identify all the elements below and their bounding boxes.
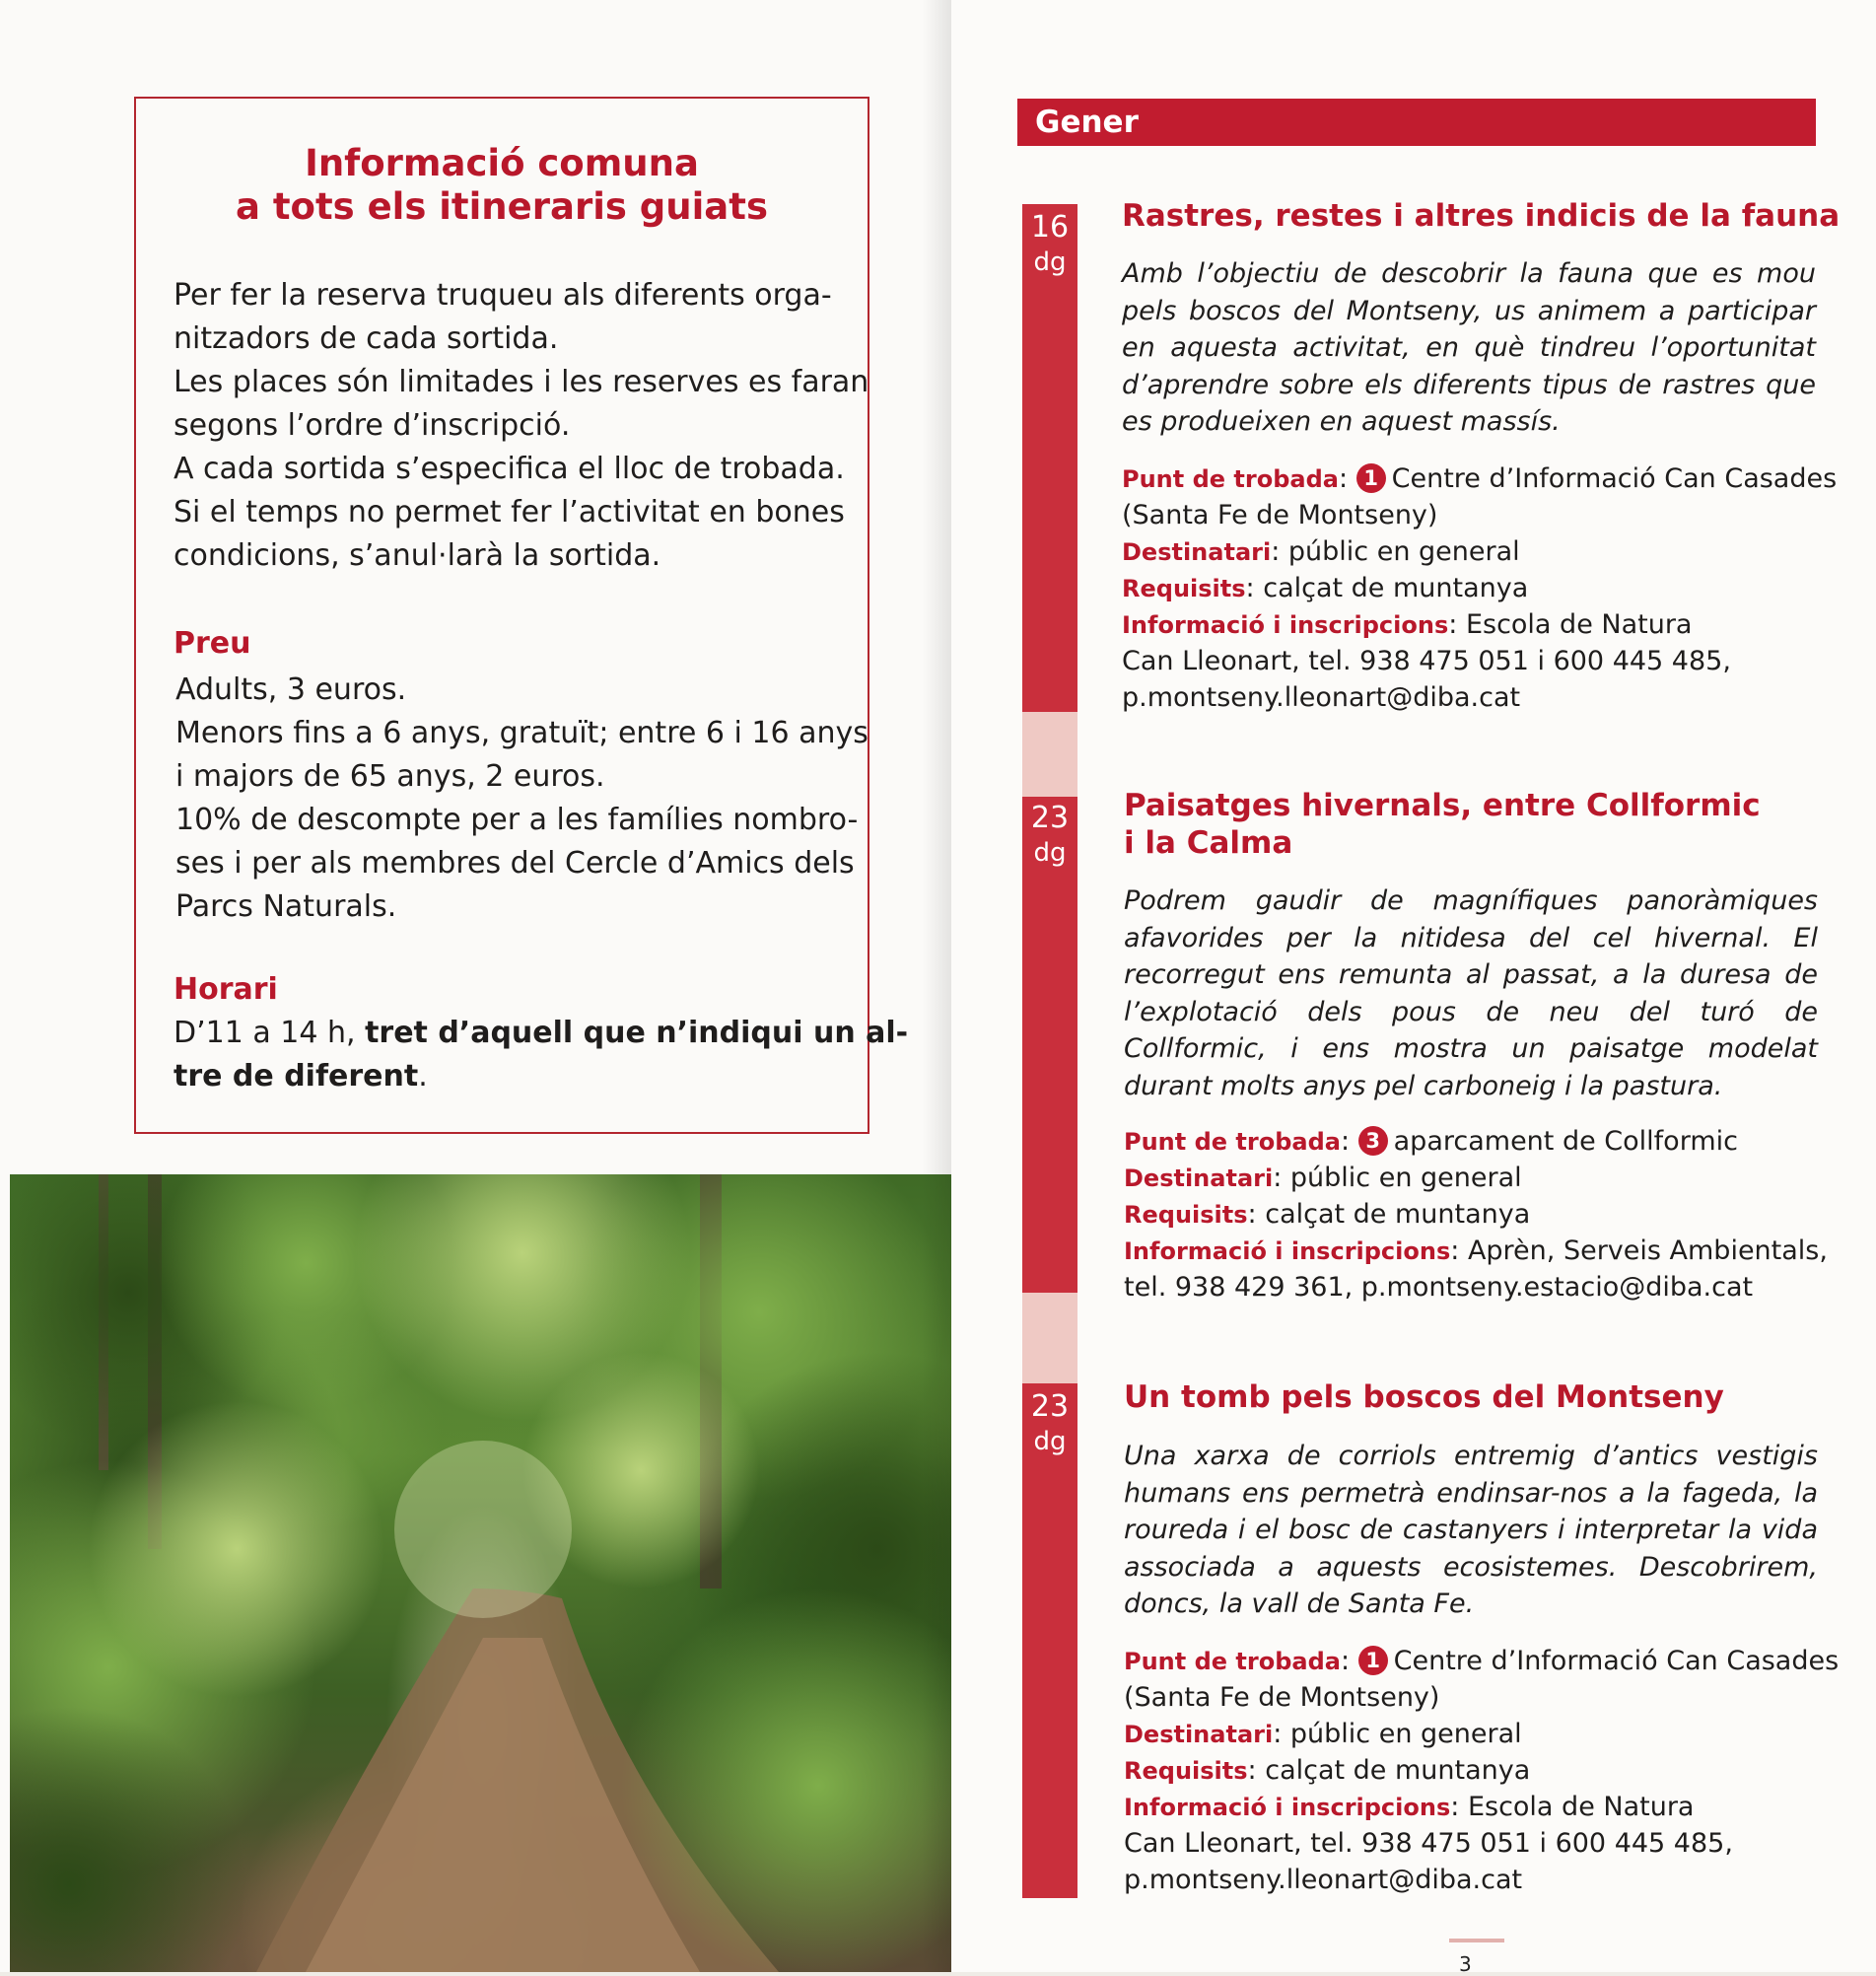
info-paragraph-line: Per fer la reserva truqueu als diferents orga- bbox=[174, 278, 832, 313]
preu-heading: Preu bbox=[174, 626, 251, 661]
registration-info: Informació i inscripcions: Escola de Natura bbox=[1124, 1792, 1695, 1822]
audience-value: públic en general bbox=[1289, 1719, 1522, 1749]
audience-value: públic en general bbox=[1289, 1163, 1522, 1193]
registration-label: Informació i inscripcions bbox=[1124, 1794, 1451, 1821]
meeting-point-label: Punt de trobada bbox=[1124, 1648, 1341, 1675]
event-title: Paisatges hivernals, entre Collformic bbox=[1124, 788, 1761, 823]
requirements: Requisits: calçat de muntanya bbox=[1124, 1755, 1531, 1786]
info-title-line-2: a tots els itineraris guiats bbox=[236, 185, 768, 228]
forest-path-photo bbox=[10, 1174, 951, 1972]
audience: Destinatari: públic en general bbox=[1124, 1163, 1522, 1193]
registration-email[interactable]: p.montseny.lleonart@diba.cat bbox=[1122, 682, 1521, 713]
event-weekday: dg bbox=[1033, 247, 1067, 277]
meeting-point-value: aparcament de Collformic bbox=[1393, 1126, 1738, 1157]
location-number-icon: 1 bbox=[1356, 463, 1386, 493]
event-day: 16 bbox=[1030, 210, 1070, 245]
event-weekday: dg bbox=[1033, 838, 1067, 868]
info-paragraph-line: Si el temps no permet fer l’activitat en bones bbox=[174, 495, 845, 529]
registration-email[interactable]: p.montseny.lleonart@diba.cat bbox=[1124, 1865, 1523, 1895]
location-number-icon: 1 bbox=[1358, 1646, 1388, 1675]
event-title: Un tomb pels boscos del Montseny bbox=[1124, 1379, 1724, 1415]
preu-line: Adults, 3 euros. bbox=[175, 672, 407, 707]
requirements-label: Requisits bbox=[1124, 1757, 1248, 1785]
date-bar-spacer bbox=[1022, 1293, 1077, 1383]
month-header bbox=[1017, 99, 1816, 146]
info-paragraph-line: nitzadors de cada sortida. bbox=[174, 321, 559, 356]
event-description: Amb l’objectiu de descobrir la fauna que es mou pels boscos del Montseny, us animem a participar en aquesta activitat, en què tindreu l’oportunitat d’aprendre sobre els diferents tipus de rastres que es produeixen en aquest massís. bbox=[1122, 258, 1816, 437]
meeting-point: Punt de trobada: 1 Centre d’Informació Can Casades bbox=[1124, 1646, 1840, 1676]
registration-phone: Can Lleonart, tel. 938 475 051 i 600 445 485, bbox=[1122, 646, 1731, 676]
preu-line: 10% de descompte per a les famílies nombro- bbox=[175, 803, 859, 837]
info-box bbox=[134, 97, 909, 1134]
info-paragraph-line: Les places són limitades i les reserves es faran bbox=[174, 365, 869, 399]
registration-contact[interactable]: tel. 938 429 361, p.montseny.estacio@diba.cat bbox=[1124, 1272, 1754, 1303]
month-label: Gener bbox=[1035, 105, 1139, 140]
event-description: Una xarxa de corriols entremig d’antics vestigis humans ens permetrà endinsar-nos a la fageda, la roureda i el bosc de castanyers i interpretar la vida associada a aquests ecosistemes. Descobrirem, doncs, la vall de Santa Fe. bbox=[1124, 1441, 1818, 1619]
horari-text: D’11 a 14 h, bbox=[174, 1016, 366, 1050]
registration-info: Informació i inscripcions: Escola de Natura bbox=[1122, 609, 1693, 640]
meeting-point-value: Centre d’Informació Can Casades bbox=[1391, 463, 1838, 494]
audience-label: Destinatari bbox=[1124, 1164, 1274, 1192]
forest-foliage-illustration bbox=[10, 1174, 951, 1972]
requirements: Requisits: calçat de muntanya bbox=[1122, 573, 1529, 603]
date-bar bbox=[1022, 204, 1077, 712]
preu-line: ses i per als membres del Cercle d’Amics dels bbox=[175, 846, 855, 881]
audience: Destinatari: públic en general bbox=[1122, 536, 1520, 567]
page-number-bar bbox=[1449, 1939, 1504, 1942]
registration-info: Informació i inscripcions: Aprèn, Serveis Ambientals, bbox=[1124, 1235, 1828, 1266]
registration-value: Escola de Natura bbox=[1467, 1792, 1695, 1822]
event-day: 23 bbox=[1030, 801, 1070, 835]
registration-value: Escola de Natura bbox=[1465, 609, 1693, 640]
requirements-value: calçat de muntanya bbox=[1265, 1755, 1531, 1786]
horari-line-1 bbox=[174, 1012, 908, 1055]
preu-line: i majors de 65 anys, 2 euros. bbox=[175, 759, 605, 794]
meeting-point-line-2: (Santa Fe de Montseny) bbox=[1122, 500, 1438, 530]
audience-value: públic en general bbox=[1287, 536, 1520, 567]
horari-line-2 bbox=[174, 1055, 428, 1098]
location-number-icon: 3 bbox=[1358, 1126, 1388, 1156]
event-title-line-2: i la Calma bbox=[1124, 825, 1293, 861]
date-bar bbox=[1022, 1383, 1077, 1898]
date-bar-spacer bbox=[1022, 712, 1077, 797]
event-description: Podrem gaudir de magnífiques panoràmiques afavorides per la nitidesa del cel hivernal. El recorregut ens remunta al passat, a la duresa de l’explotació dels pous de neu del turó de Collformic, i ens mostra un paisatge modelat durant molts anys pel carboneig i la pastura. bbox=[1124, 885, 1818, 1101]
info-paragraph-line: segons l’ordre d’inscripció. bbox=[174, 408, 571, 443]
meeting-point-line-2: (Santa Fe de Montseny) bbox=[1124, 1682, 1440, 1713]
date-bar bbox=[1022, 797, 1077, 1293]
registration-value: Aprèn, Serveis Ambientals, bbox=[1467, 1235, 1828, 1266]
meeting-point: Punt de trobada: 1 Centre d’Informació Can Casades bbox=[1122, 463, 1838, 494]
preu-line: Menors fins a 6 anys, gratuït; entre 6 i 16 anys bbox=[175, 716, 869, 750]
meeting-point-label: Punt de trobada bbox=[1124, 1128, 1341, 1156]
event-title: Rastres, restes i altres indicis de la fauna bbox=[1122, 198, 1841, 234]
horari-emphasis: tret d’aquell que n’indiqui un al- bbox=[365, 1016, 909, 1050]
horari-heading: Horari bbox=[174, 972, 278, 1007]
registration-label: Informació i inscripcions bbox=[1122, 611, 1449, 639]
audience-label: Destinatari bbox=[1122, 538, 1272, 566]
info-title-line-1: Informació comuna bbox=[305, 142, 699, 184]
info-paragraph-line: condicions, s’anul·larà la sortida. bbox=[174, 538, 661, 573]
registration-label: Informació i inscripcions bbox=[1124, 1237, 1451, 1265]
event-day: 23 bbox=[1030, 1389, 1070, 1424]
preu-line: Parcs Naturals. bbox=[175, 889, 397, 924]
requirements-label: Requisits bbox=[1124, 1201, 1248, 1229]
meeting-point-label: Punt de trobada bbox=[1122, 465, 1339, 493]
audience: Destinatari: públic en general bbox=[1124, 1719, 1522, 1749]
horari-emphasis: tre de diferent bbox=[174, 1059, 419, 1094]
requirements-label: Requisits bbox=[1122, 575, 1246, 602]
registration-phone: Can Lleonart, tel. 938 475 051 i 600 445 485, bbox=[1124, 1828, 1733, 1859]
audience-label: Destinatari bbox=[1124, 1721, 1274, 1748]
meeting-point-value: Centre d’Informació Can Casades bbox=[1393, 1646, 1840, 1676]
page-number: 3 bbox=[1459, 1952, 1472, 1976]
horari-text: . bbox=[418, 1059, 428, 1094]
meeting-point: Punt de trobada: 3 aparcament de Collformic bbox=[1124, 1126, 1738, 1157]
event-weekday: dg bbox=[1033, 1427, 1067, 1456]
requirements: Requisits: calçat de muntanya bbox=[1124, 1199, 1531, 1230]
requirements-value: calçat de muntanya bbox=[1265, 1199, 1531, 1230]
info-paragraph-line: A cada sortida s’especifica el lloc de trobada. bbox=[174, 452, 845, 486]
requirements-value: calçat de muntanya bbox=[1263, 573, 1529, 603]
